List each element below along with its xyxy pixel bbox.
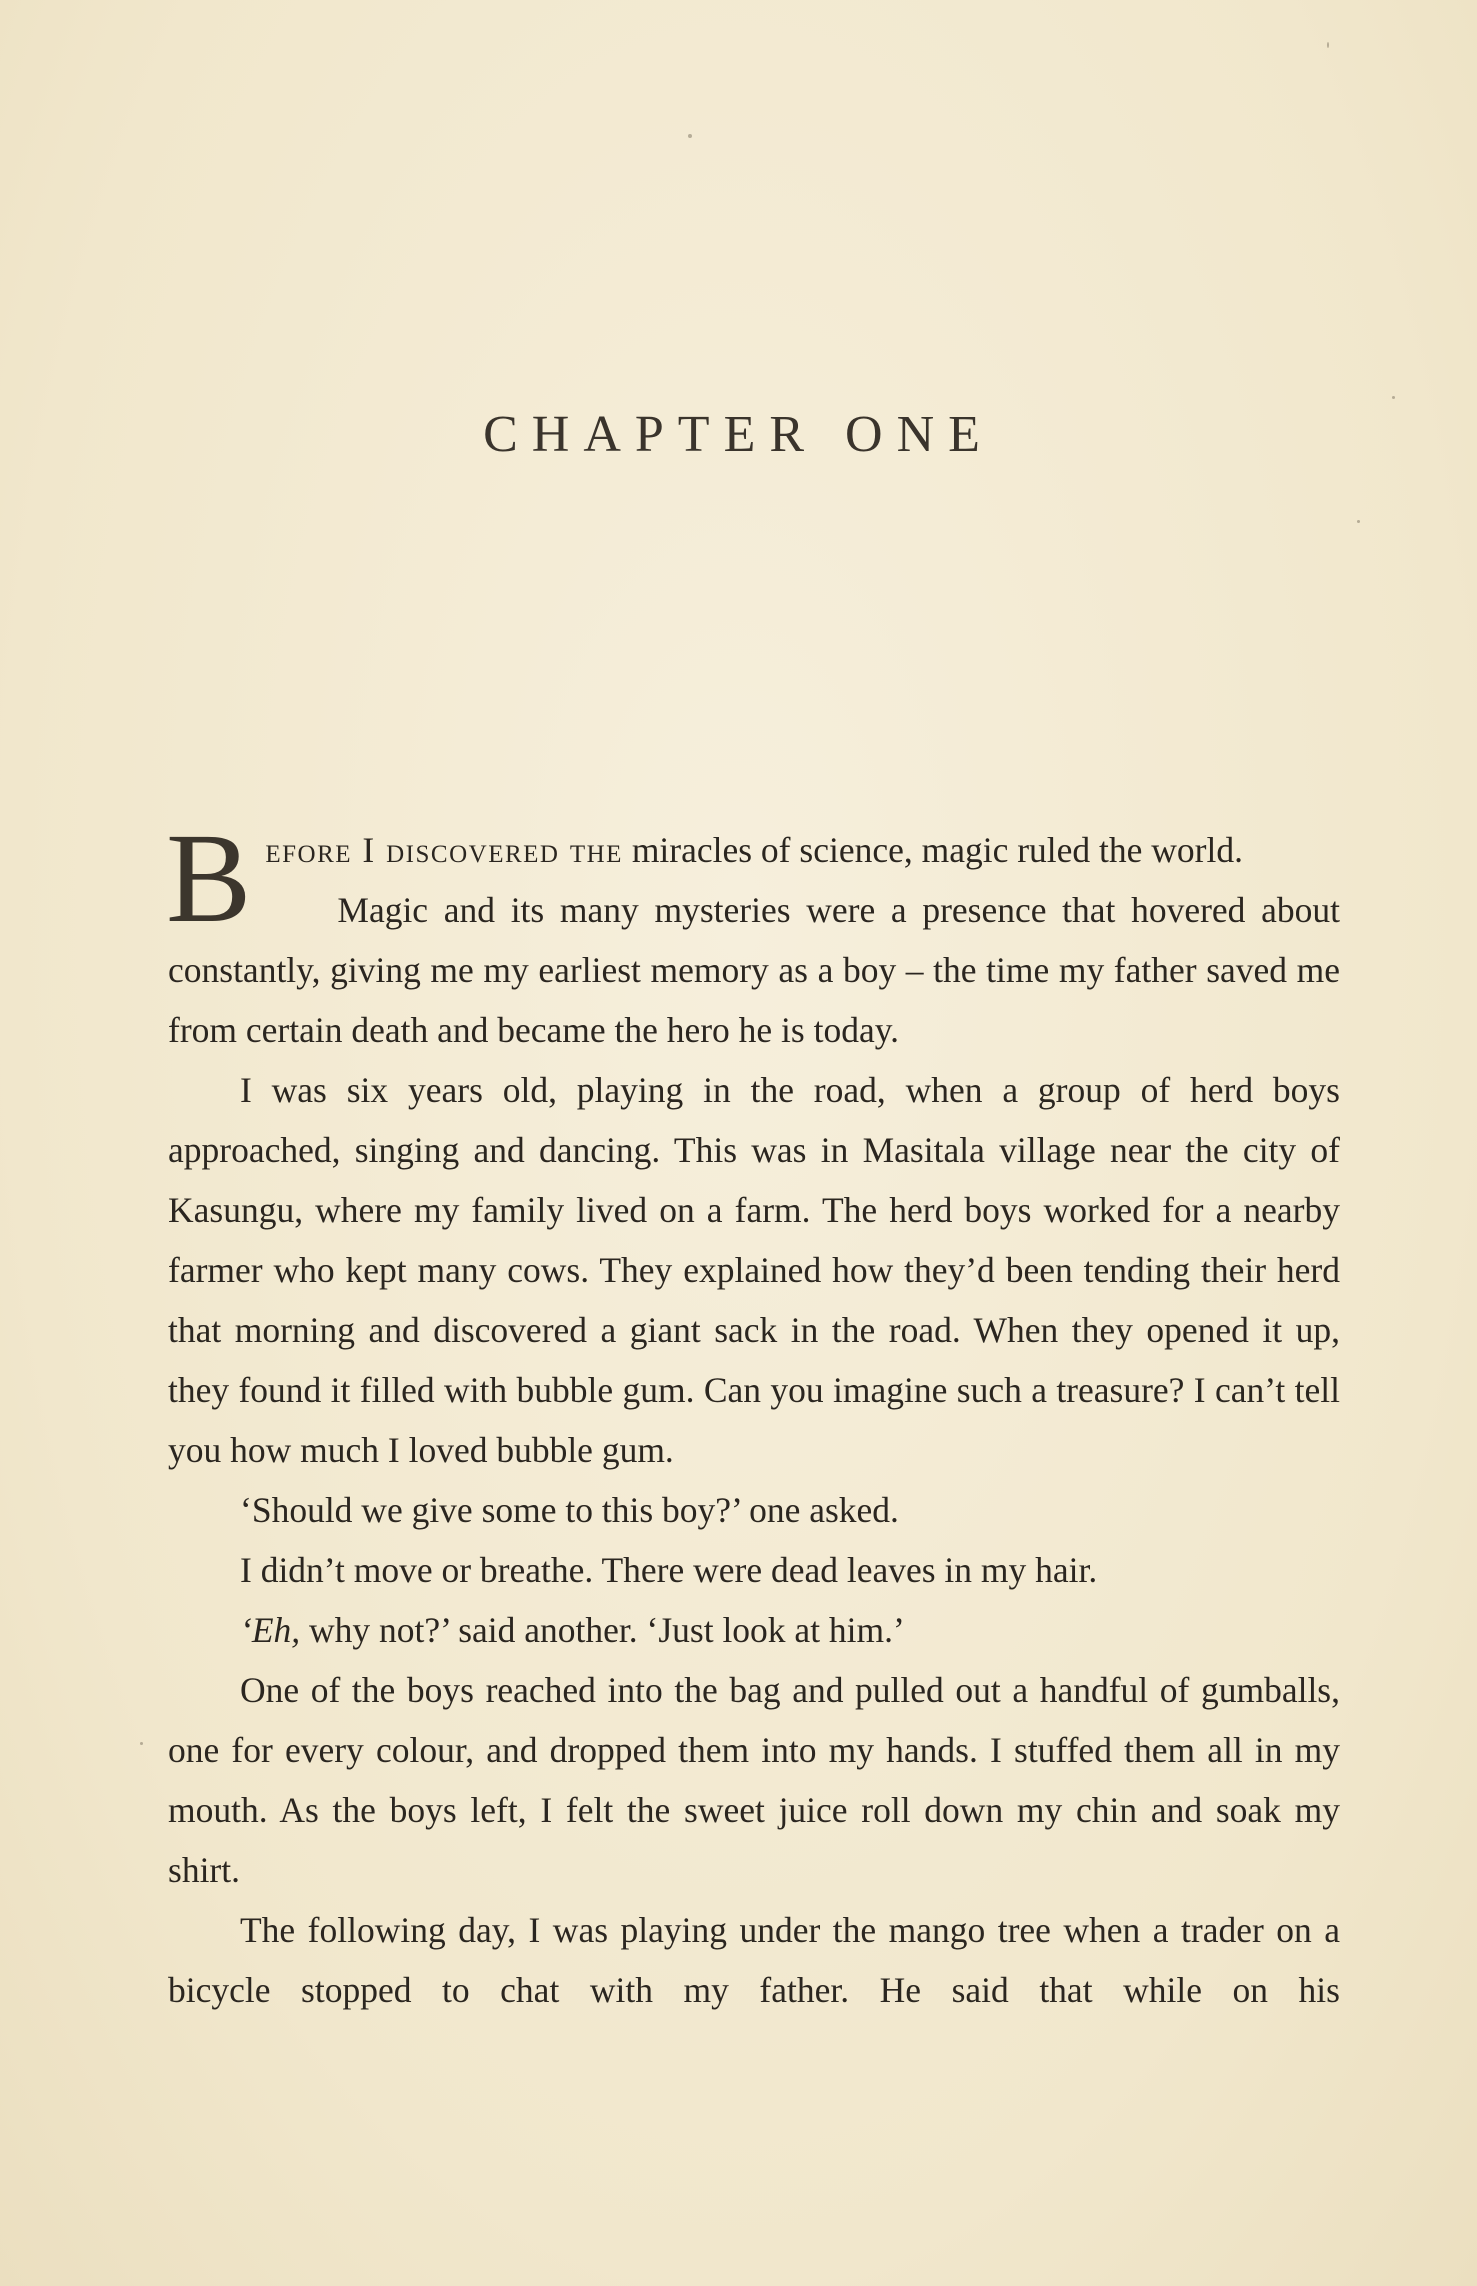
opening-small-caps: efore I discovered the: [265, 830, 623, 870]
chapter-title: CHAPTER ONE: [483, 406, 994, 463]
paper-speck: [1357, 520, 1360, 523]
paper-speck: [1327, 42, 1329, 48]
paragraph-text: I was six years old, playing in the road, when a group of herd boys approached, singing and dancing. This was in Masitala village near the city of Kasungu, where my family lived on a farm. The herd boys worked for a nearby farmer who kept many cows. They explained how they’d been tending their herd that morning and discovered a giant sack in the road. When they opened it up, they found it filled with bubble gum. Can you imagine such a treasure? I can’t tell you how much I loved bubble gum.: [168, 1070, 1340, 1470]
paragraph-text: miracles of science, magic ruled the world.: [622, 830, 1243, 870]
paragraph-text: Magic and its many mysteries were a presence that hovered about constantly, giving me my earliest memory as a boy – the time my father saved me from certain death and became the hero he is today.: [168, 890, 1340, 1050]
paragraph-text: I didn’t move or breathe. There were dead leaves in my hair.: [240, 1550, 1098, 1590]
paper-speck: [1392, 396, 1395, 399]
paragraph-opening: [166, 807, 1340, 949]
paragraph-text: ‘Should we give some to this boy?’ one asked.: [240, 1490, 899, 1530]
paper-speck: [688, 134, 692, 138]
drop-cap: B: [166, 807, 252, 949]
paragraph: [168, 1540, 1340, 1600]
paragraph: [168, 1900, 1340, 2020]
paragraph: [168, 1600, 1340, 1660]
paragraph-text: The following day, I was playing under the mango tree when a trader on a bicycle stopped to chat with my father. He said that while on his: [168, 1910, 1340, 2010]
chapter-body: [166, 807, 1340, 2020]
paragraph-text: One of the boys reached into the bag and pulled out a handful of gumballs, one for every colour, and dropped them into my hands. I stuffed them all in my mouth. As the boys left, I felt the sweet juice roll down my chin and soak my shirt.: [168, 1670, 1340, 1890]
paragraph: [168, 1060, 1340, 1480]
paragraph-text: why not?’ said another. ‘Just look at him.’: [300, 1610, 905, 1650]
paragraph: [168, 1480, 1340, 1540]
paragraph: [168, 1660, 1340, 1900]
paper-speck: [140, 1742, 143, 1745]
italic-word: ‘Eh,: [240, 1610, 301, 1650]
paragraph: [168, 880, 1340, 1060]
